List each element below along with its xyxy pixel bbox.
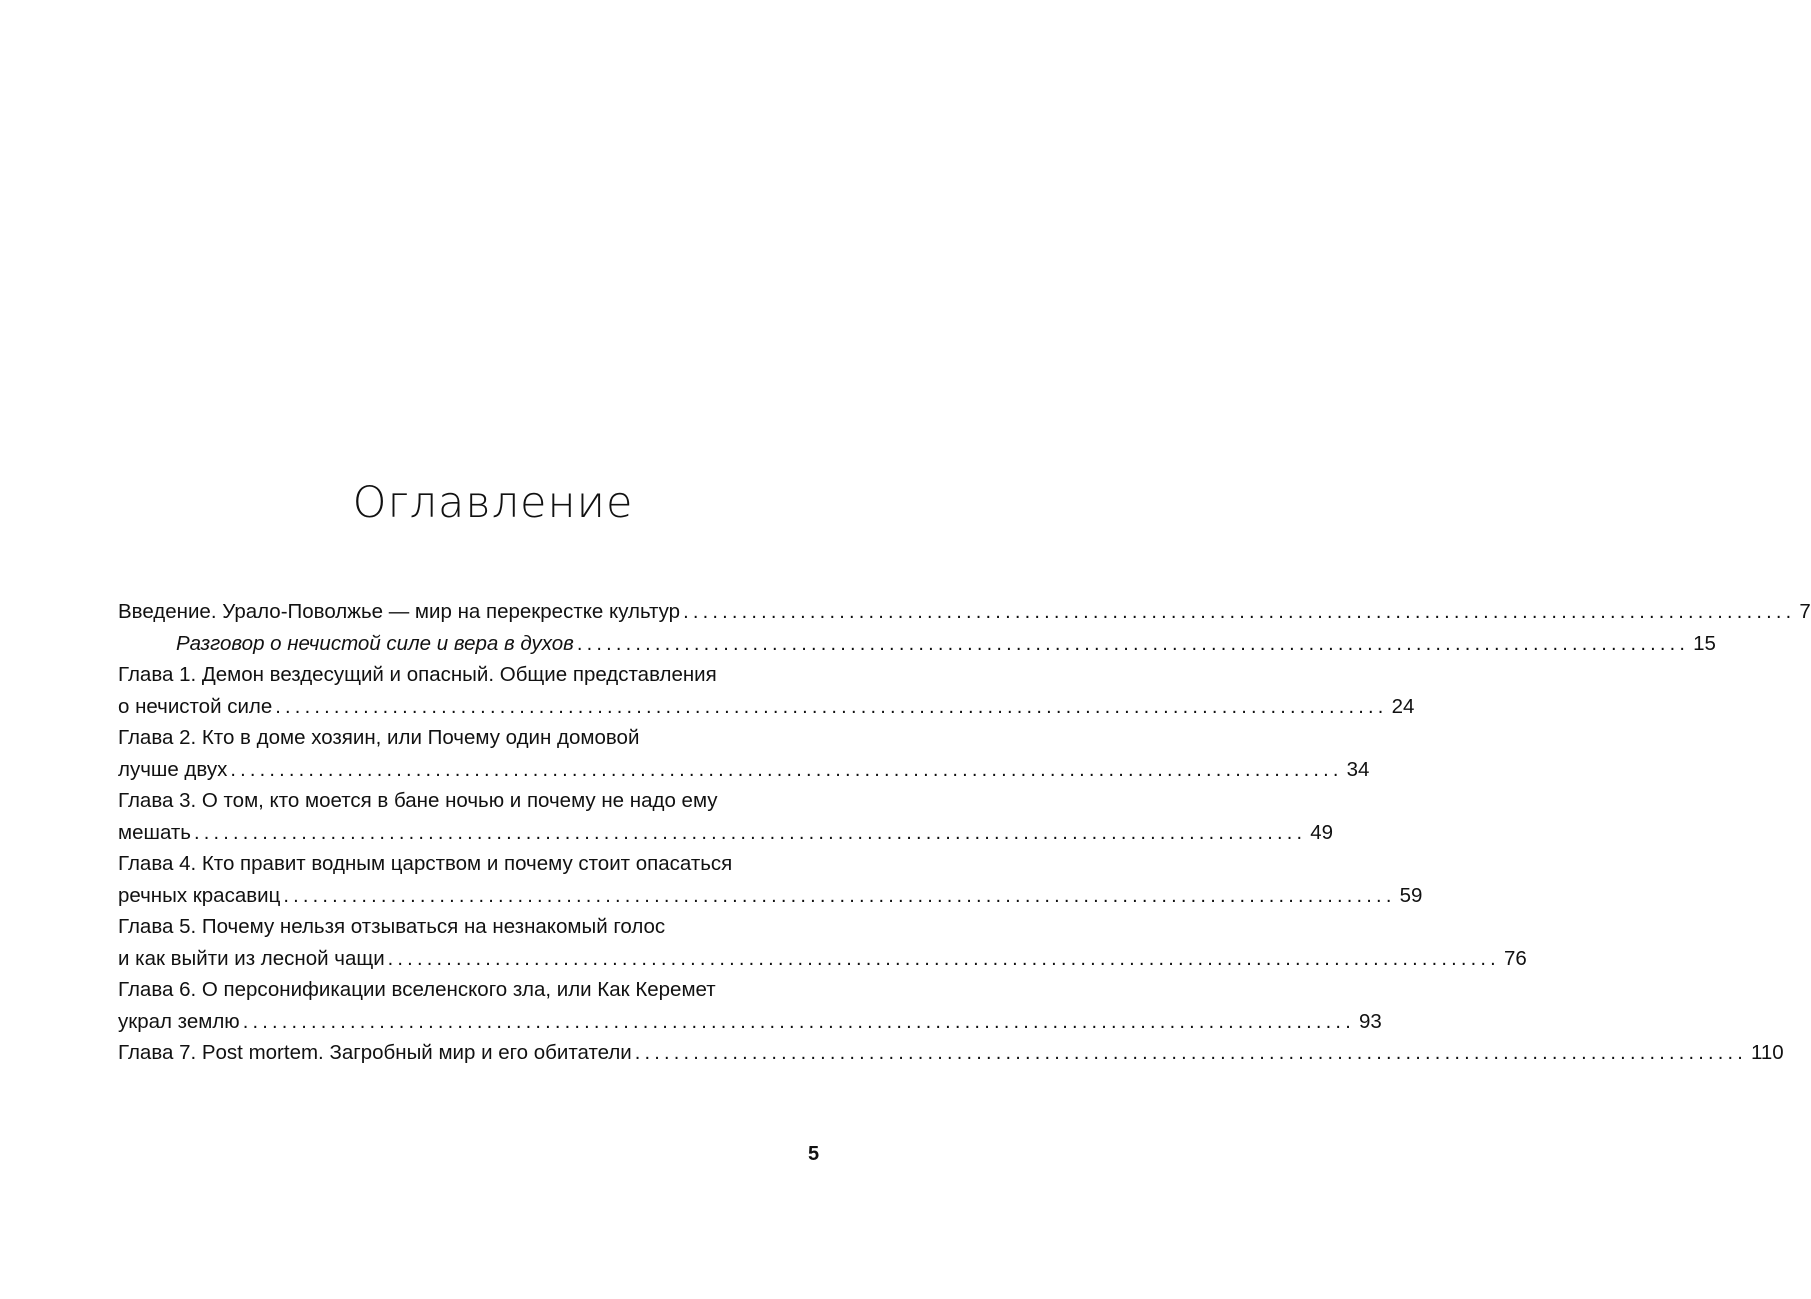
toc-page-number: 34 bbox=[1346, 757, 1370, 781]
toc-entry-title: Глава 3. О том, кто моется в бане ночью и почему не надо ему bbox=[118, 789, 718, 812]
dot-leader: .................................................................................................................. bbox=[283, 884, 1396, 907]
toc-entry-title-continued: лучше двух bbox=[118, 757, 228, 781]
toc-entry-chapter-1-line-1[interactable] bbox=[118, 659, 836, 691]
toc-entry-intro[interactable] bbox=[118, 596, 1811, 628]
toc-entry-chapter-1-line-2[interactable] bbox=[118, 691, 1415, 723]
toc-entry-chapter-6-line-2[interactable] bbox=[118, 1006, 1382, 1038]
toc-entry-chapter-5-line-2[interactable] bbox=[118, 943, 1527, 975]
toc-entry-title: Глава 5. Почему нельзя отзываться на незнакомый голос bbox=[118, 915, 666, 938]
toc-entry-title: Введение. Урало-Поволжье — мир на перекрестке культур bbox=[118, 600, 681, 623]
page-number: 5 bbox=[808, 1143, 820, 1165]
dot-leader: .................................................................................................................. bbox=[387, 947, 1500, 970]
toc-entry-title-continued: украл землю bbox=[118, 1009, 240, 1033]
toc-page-number: 93 bbox=[1358, 1009, 1382, 1033]
toc-page-number: 15 bbox=[1693, 631, 1716, 655]
dot-leader: .................................................................................................................. bbox=[193, 821, 1307, 844]
toc-entry-title: Разговор о нечистой силе и вера в духов bbox=[176, 631, 574, 655]
toc-entry-title: Глава 2. Кто в доме хозяин, или Почему один домовой bbox=[118, 726, 640, 749]
toc-entry-chapter-6-line-1[interactable] bbox=[118, 974, 836, 1006]
toc-entry-title-continued: речных красавиц bbox=[118, 883, 281, 907]
toc-entry-subsection[interactable] bbox=[118, 628, 1716, 660]
dot-leader: .................................................................................................................. bbox=[634, 1042, 1748, 1064]
toc-page-number: 59 bbox=[1399, 883, 1423, 907]
toc-page-number: 76 bbox=[1503, 946, 1527, 970]
toc-entry-chapter-2-line-1[interactable] bbox=[118, 722, 836, 754]
toc-entry-title: Глава 4. Кто правит водным царством и почему стоит опасаться bbox=[118, 852, 733, 875]
toc-entry-title: Глава 6. О персонификации вселенского зла, или Как Керемет bbox=[118, 978, 716, 1001]
dot-leader: .................................................................................................................. bbox=[242, 1010, 1355, 1033]
toc-entry-title-continued: и как выйти из лесной чащи bbox=[118, 946, 385, 970]
table-of-contents bbox=[118, 596, 1811, 1069]
dot-leader: .................................................................................................................. bbox=[576, 632, 1690, 655]
toc-entry-title-continued: мешать bbox=[118, 820, 191, 844]
toc-entry-chapter-5-line-1[interactable] bbox=[118, 911, 836, 943]
toc-entry-chapter-3-line-1[interactable] bbox=[118, 785, 836, 817]
dot-leader: .................................................................................................................. bbox=[275, 695, 1388, 718]
toc-page-number: 7 bbox=[1799, 600, 1811, 623]
toc-page-number: 49 bbox=[1310, 820, 1334, 844]
toc-entry-chapter-4-line-1[interactable] bbox=[118, 848, 836, 880]
toc-entry-title: Глава 7. Post mortem. Загробный мир и его обитатели bbox=[118, 1041, 632, 1064]
toc-entry-title-continued: о нечистой силе bbox=[118, 694, 273, 718]
dot-leader: .................................................................................................................. bbox=[230, 758, 1343, 781]
toc-entry-chapter-2-line-2[interactable] bbox=[118, 754, 1370, 786]
toc-page-number: 24 bbox=[1391, 694, 1415, 718]
dot-leader: .................................................................................................................. bbox=[683, 601, 1796, 623]
toc-page-number: 110 bbox=[1751, 1041, 1784, 1064]
toc-entry-chapter-7[interactable] bbox=[118, 1037, 1784, 1069]
toc-entry-chapter-3-line-2[interactable] bbox=[118, 817, 1334, 849]
page-title: Оглавление bbox=[352, 478, 634, 528]
toc-entry-chapter-4-line-2[interactable] bbox=[118, 880, 1423, 912]
toc-entry-title: Глава 1. Демон вездесущий и опасный. Общие представления bbox=[118, 663, 717, 686]
